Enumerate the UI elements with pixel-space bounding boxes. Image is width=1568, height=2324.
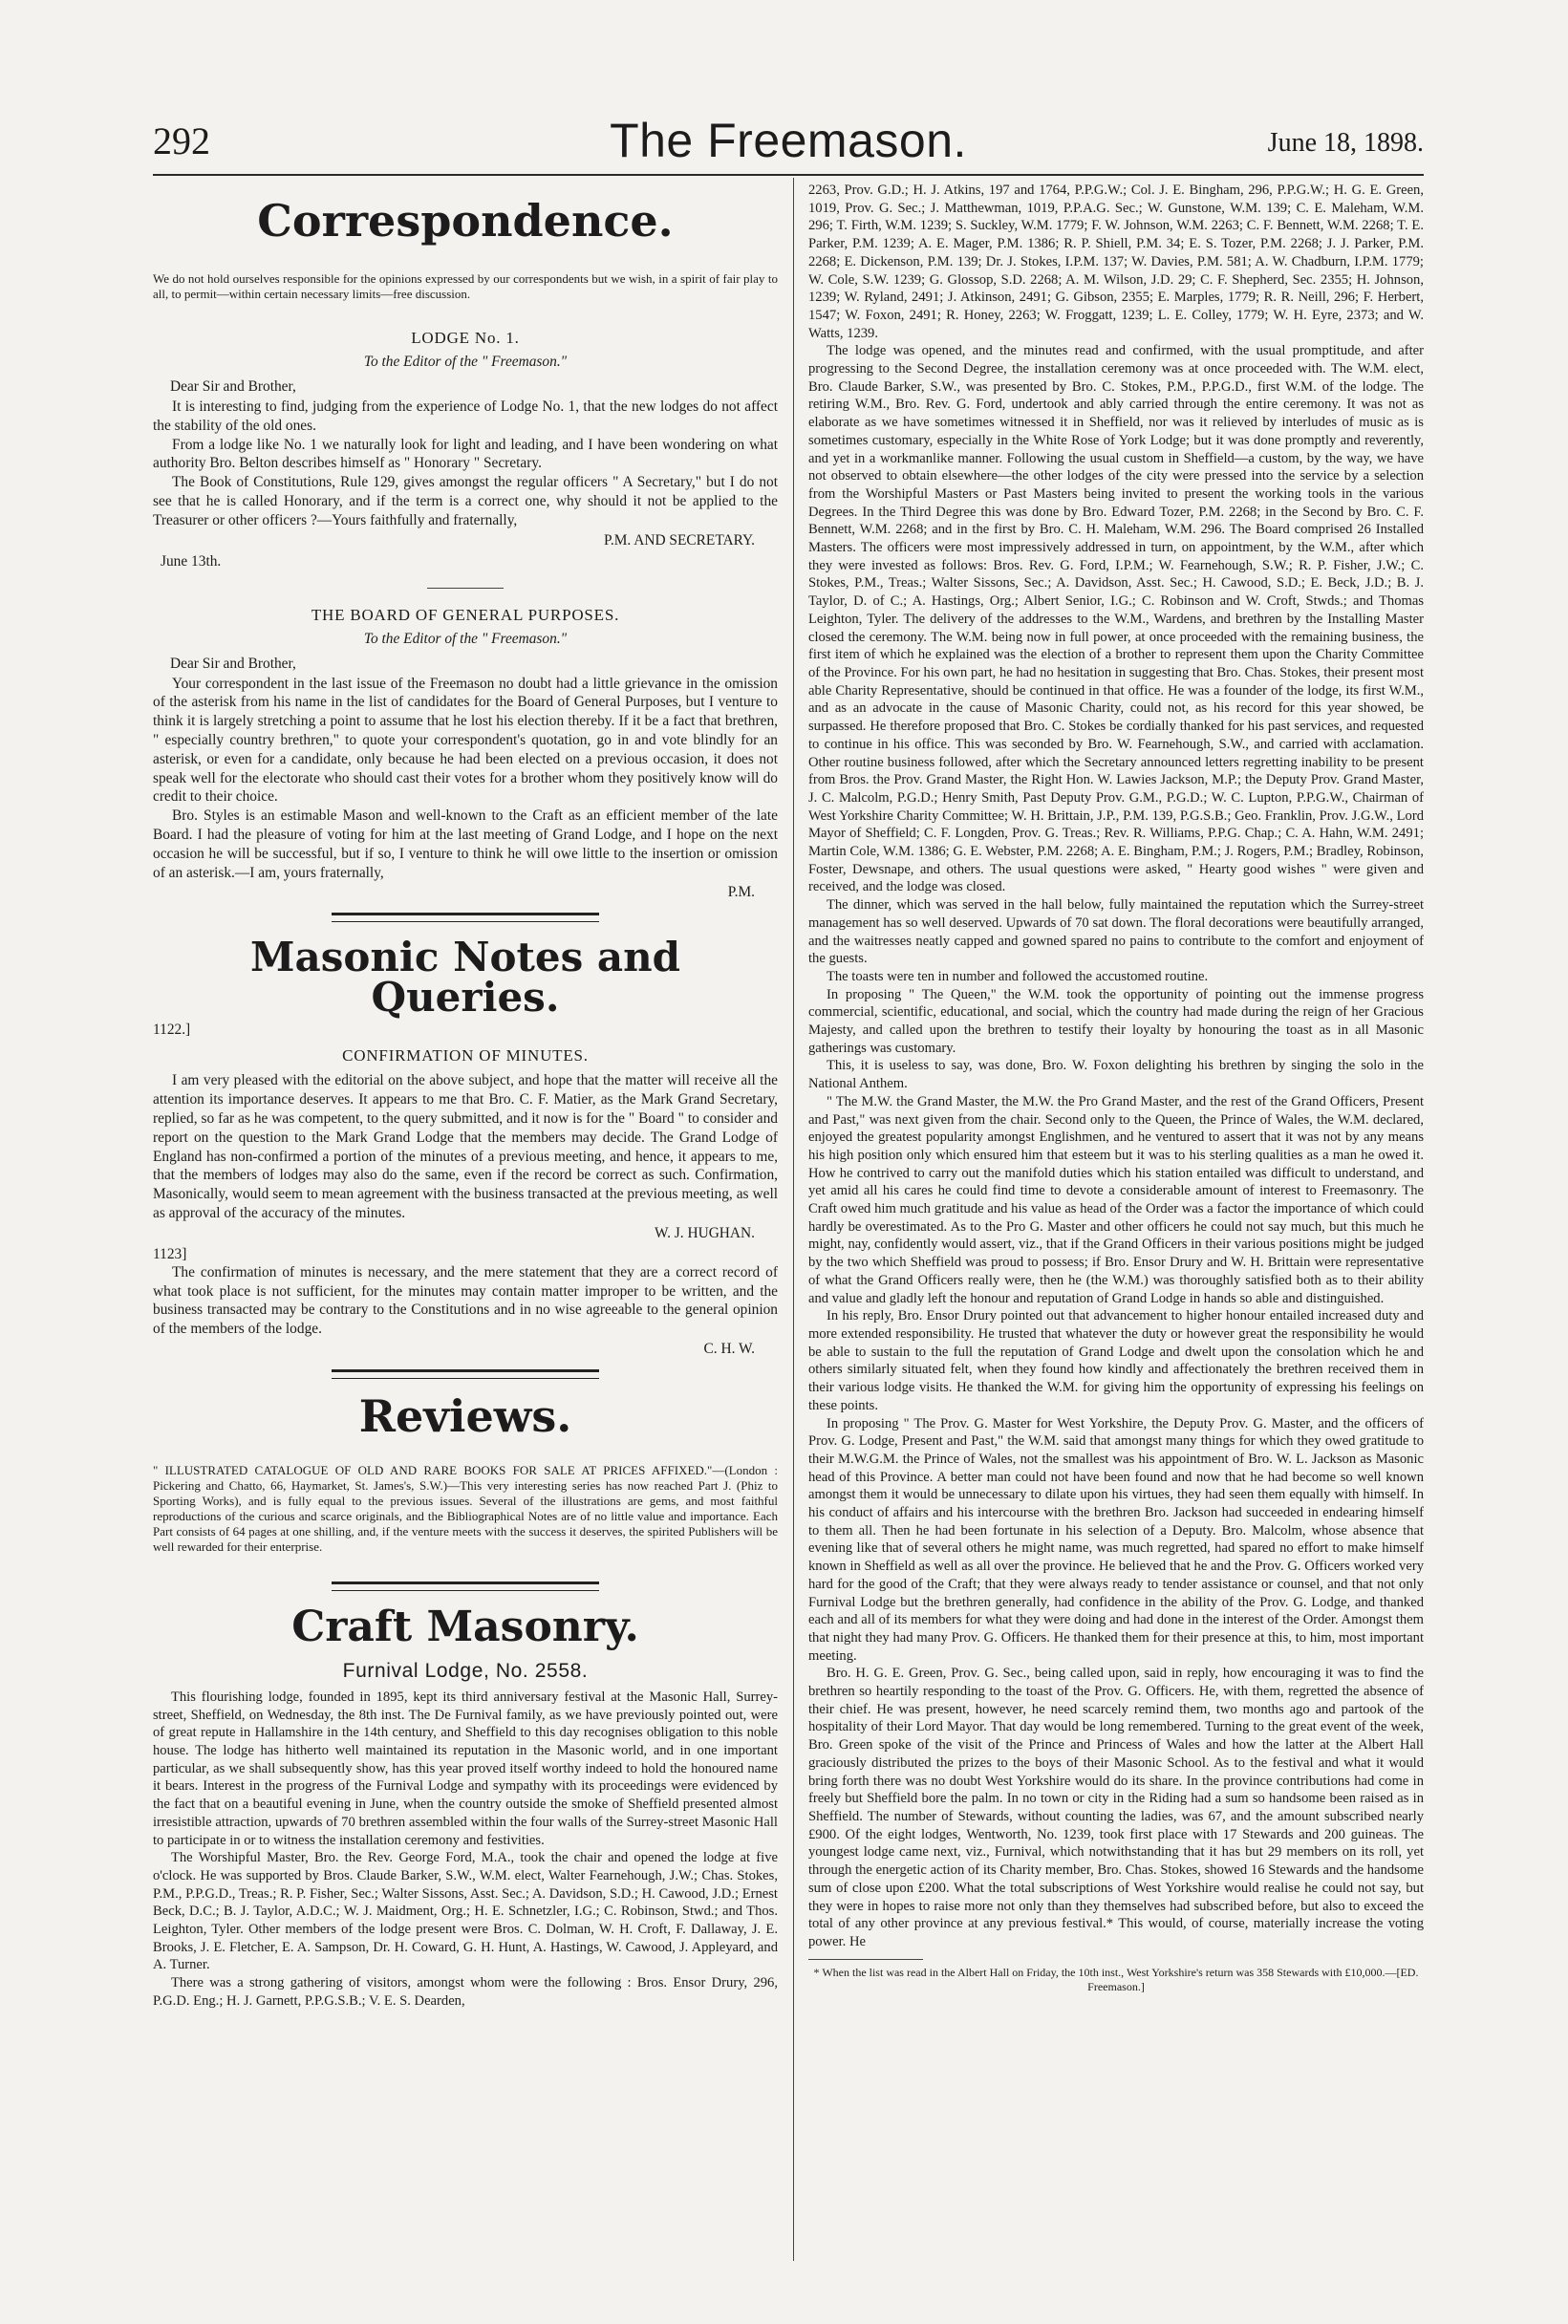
- board-letter-paragraph: Your correspondent in the last issue of the Freemason no doubt had a little grievance in the omission of the asterisk from his name in the list of candidates for the Board of General Purposes, but I venture to think it is largely stretching a point to assume that he lost his election thereby. If it be a fact that brethren, " especially country brethren," to quote your correspondent's quotation, go in and vote blindly for an asterisk, or even for a candidate, only because he had been elected on a previous occasion, it does not speak well for the electorate who should cast their votes for a brother whom they positively know will do credit to their choice.: [153, 675, 778, 806]
- header-rule: [153, 174, 1424, 176]
- right-column: [808, 182, 1424, 1994]
- lodge-report-paragraph: This flourishing lodge, founded in 1895, kept its third anniversary festival at the Masonic Hall, Surrey-street, Sheffield, on Wednesday, the 8th inst. The De Furnival family, as we have previously pointed out, were of great repute in Hallamshire in the 14th century, and Sheffield to this day recognises obligation to this noble house. The lodge has hitherto well maintained its reputation in the Masonic world, and in one important particular, as we shall subsequently show, has this year proved itself worthy indeed to hold the honoured name it bears. Interest in the progress of the Furnival Lodge and sympathy with its proceedings were evidenced by the fact that on a beautiful evening in June, when the country outside the smoke of Sheffield presented almost irresistible attraction, upwards of 70 brethren assembled within the four walls of the Surrey-street Masonic Hall to participate in or to witness the installation ceremony and festivities.: [153, 1689, 778, 1848]
- note-signature: W. J. HUGHAN.: [654, 1224, 755, 1241]
- lodge-letter-salutation: Dear Sir and Brother,: [170, 378, 296, 395]
- reviews-heading: Reviews.: [358, 1389, 572, 1442]
- craft-masonry-heading: Craft Masonry.: [291, 1602, 639, 1651]
- lodge-report-paragraph: This, it is useless to say, was done, Bro. W. Foxon delighting his brethren by singing the solo in the National Anthem.: [808, 1058, 1424, 1092]
- review-text: " ILLUSTRATED CATALOGUE OF OLD AND RARE BOOKS FOR SALE AT PRICES AFFIXED."—(London : Pickering and Chatto, 66, Haymarket, St. James's, S.W.)—This very interesting series has now reached Part J. (Phiz to Sporting Works), and is fully equal to the previous issues. Several of the illustrations are gems, and most faithful reproductions of the curious and scarce originals, and the Bibliographical Notes are of no little value and importance. Each Part consists of 64 pages at one shilling, and, if the venture meets with the success it deserves, the spirited Publishers will be well rewarded for their enterprise.: [153, 1462, 778, 1554]
- double-rule: [332, 1582, 599, 1591]
- lodge-report-paragraph: The Worshipful Master, Bro. the Rev. George Ford, M.A., took the chair and opened the lodge at five o'clock. He was supported by Bros. Claude Barker, S.W., W.M. elect, Walter Fearnehough, J.W.; Chas. Stokes, P.M., P.P.G.D., Treas.; R. P. Fisher, Sec.; Walter Sissons, Asst. Sec.; A. Davidson, S.D.; H. Cawood, J.D.; Ernest Beck, D.C.; B. J. Taylor, A.D.C.; W. J. Maidment, Org.; H. E. Schnetzler, I.G.; C. Robinson, Stwd.; and Thos. Leighton, Tyler. Other members of the lodge present were Bros. C. Dolman, W. H. Croft, F. Dallaway, J. E. Brooks, J. E. Fletcher, E. A. Sampson, Dr. H. Coward, G. H. Hunt, A. Hastings, W. Cawood, J. Appleyard, and A. Turner.: [153, 1850, 778, 1973]
- footnote-rule: [808, 1959, 923, 1960]
- board-letter-title: THE BOARD OF GENERAL PURPOSES.: [311, 605, 620, 624]
- issue-date: June 18, 1898.: [1267, 128, 1424, 158]
- note-number: 1122.]: [153, 1022, 191, 1039]
- note-number: 1123]: [153, 1245, 187, 1262]
- lodge-report-paragraph: In proposing " The Prov. G. Master for West Yorkshire, the Deputy Prov. G. Master, and the officers of Prov. G. Lodge, Present and Past," the W.M. said that amongst many things for which they owed gratitude to their M.W.G.M. the Prince of Wales, not the smallest was his appointment of Bro. W. L. Jackson as Masonic head of this Province. A better man could not have been found and now that he had become so well known amongst them it would be unnecessary to dilate upon his virtues, they had seen them equally with himself. In his conduct of affairs and his intercourse with the brethren Bro. Jackson had succeeded in endearing himself to them all. Then he had been fortunate in his selection of a Deputy. Bro. Malcolm, whose absence that evening like that of several others he might name, was much regretted, had spared no effort to make himself known in Sheffield as well as all over the province. He believed that he and the Prov. G. Officers worked very hard for the good of the Craft; that they were always ready to tender assistance or counsel, and that not only Furnival Lodge but the brethren generally, had confidence in the ability of the Prov. G. Lodge, and thanked each and all of its members for what they were doing and had done in the interest of the Order. Amongst them that night they had many Prov. G. Officers. He thanked them for their presence at this, to him, most important meeting.: [808, 1415, 1424, 1664]
- correspondence-heading: Correspondence.: [257, 195, 674, 247]
- lodge-letter-paragraph: From a lodge like No. 1 we naturally look for light and leading, and I have been wondering on what authority Bro. Belton describes himself as " Honorary " Secretary.: [153, 436, 778, 472]
- board-letter-salutation: Dear Sir and Brother,: [170, 655, 296, 672]
- lodge-letter-date: June 13th.: [161, 552, 222, 570]
- lodge-report-paragraph: Bro. H. G. E. Green, Prov. G. Sec., being called upon, said in reply, how encouraging it was to find the brethren so heartily responding to the toast of the Prov. G. Officers. He, with them, regretted the absence of their chief. He was present, however, he need scarcely remind them, two months ago and partook of the hospitality of their Lord Mayor. That day would be long remembered. Turning to the great event of the week, Bro. Green spoke of the visit of the Prince and Princess of Wales and how the latter at the Albert Hall graciously distributed the prizes to the boys of their Masonic School. As to the festival and what it would bring forth there was no doubt West Yorkshire would do its share. In the province contributions had come in freely but Sheffield bore the palm. In no town or city in the Riding had a sum so handsome been raised as in Sheffield. The number of Stewards, without counting the ladies, was 67, and the amount subscribed nearly £900. Of the eight lodges, Wentworth, No. 1239, took first place with 17 Stewards and 200 guineas. The youngest lodge came next, viz., Furnival, which notwithstanding that it has but 29 members on its roll, yet through the energetic action of its Charity member, Bro. Chas. Stokes, showed 16 Stewards and the handsome sum of close upon £200. What the total subscriptions of West Yorkshire would realise he could not say, but they were in hopes to raise more not only than they themselves had subscribed before, but also to exceed the total of any other province at any previous festival.* This would, of course, materially increase the voting power. He: [808, 1666, 1424, 1949]
- note-text: The confirmation of minutes is necessary, and the mere statement that they are a correct record of what took place is not sufficient, for the minutes may contain matter improper to be written, and the business transacted may be contrary to the Constitutions and in no wise agreeable to the general opinion of the members of the lodge.: [153, 1263, 778, 1338]
- lodge-letter-addressee: To the Editor of the " Freemason.": [363, 354, 568, 370]
- lodge-report-paragraph: In proposing " The Queen," the W.M. took the opportunity of pointing out the immense progress commercial, scientific, educational, and social, which the country had made during the reign of her Gracious Majesty, and called upon the brethren to testify their loyalty by honouring the toast as in all Masonic gatherings was customary.: [808, 986, 1424, 1056]
- masthead: [153, 113, 1424, 170]
- note-signature: C. H. W.: [703, 1340, 755, 1357]
- board-letter-paragraph: Bro. Styles is an estimable Mason and well-known to the Craft as an efficient member of the late Board. I had the pleasure of voting for him at the last meeting of Grand Lodge, and I hope on the next occasion he will be successful, but if so, I venture to think he will owe little to the insertion or omission of an asterisk.—I am, yours fraternally,: [153, 807, 778, 881]
- lodge-report-paragraph: The dinner, which was served in the hall below, fully maintained the reputation which the Surrey-street management has so well deserved. Upwards of 70 sat down. The floral decorations were beautifully arranged, and the waitresses neatly capped and gowned spared no pains to contribute to the comfort and enjoyment of the guests.: [808, 897, 1424, 967]
- editorial-disclaimer: We do not hold ourselves responsible for the opinions expressed by our correspondents but we wish, in a spirit of fair play to all, to permit—within certain necessary limits—free discussion.: [153, 271, 778, 301]
- lodge-report-paragraph: " The M.W. the Grand Master, the M.W. the Pro Grand Master, and the rest of the Grand Officers, Present and Past," was next given from the chair. Second only to the Queen, the Prince of Wales, the W.M. declared, enjoyed the greatest popularity amongst Englishmen, and he ventured to assert that it was not by any means his high position only which ensured him that esteem but it was to his sterling qualities as a man he owed it. How he contrived to carry out the manifold duties which his station entailed was difficult to understand, and yet amid all his cares he could find time to devote a considerable amount of interest to Freemasonry. The Craft owed him much gratitude and his value as head of the Order was a factor the importance of which could hardly be overestimated. As to the Pro G. Master and other officers he could not say much, but this much he might, nay, confidently would assert, viz., that if the Grand Officers in their various positions might be judged by the two which Sheffield was proud to possess; if Bro. Ensor Drury and W. H. Brittain were representative of what the Grand Officers really were, then he (the W.M.) was thoroughly satisfied both as to their ability and value and gladly left the honour and reputation of Grand Lodge in hands so able and distinguished.: [808, 1093, 1424, 1306]
- double-rule: [332, 1369, 599, 1379]
- lodge-report-paragraph: There was a strong gathering of visitors, amongst whom were the following : Bros. Ensor Drury, 296, P.G.D. Eng.; H. J. Garnett, P.P.G.S.B.; V. E. S. Dearden,: [153, 1975, 778, 2009]
- page-number: 292: [153, 119, 210, 162]
- lodge-report-paragraph: 2263, Prov. G.D.; H. J. Atkins, 197 and 1764, P.P.G.W.; Col. J. E. Bingham, 296, P.P.G.W.; H. G. E. Green, 1019, Prov. G. Sec.; J. Matthewman, 1019, P.P.A.G. Sec.; W. Gunstone, W.M. 139; C. E. Maleham, W.M. 296; T. Firth, W.M. 1239; S. Suckley, W.M. 1779; F. W. Johnson, W.M. 2263; C. F. Bennett, W.M. 2268; T. E. Parker, P.M. 1239; A. E. Mager, P.M. 1386; R. P. Shiell, P.M. 34; E. S. Tozer, P.M. 2268; J. J. Parker, P.M. 2268; E. Dickenson, P.M. 139; Dr. J. Stokes, I.P.M. 137; W. Davies, P.M. 581; A. W. Chadburn, I.P.M. 1779; W. Cole, S.W. 1239; G. Glossop, S.D. 2268; A. M. Wilson, J.D. 29; C. F. Shepherd, Sec. 2355; H. Johnson, 1239; W. Ryland, 2491; J. Atkinson, 2491; G. Gibson, 2355; E. Marples, 1779; R. R. Neill, 296; F. Herbert, 1547; W. Foxon, 2491; R. Honey, 2263; W. Froggatt, 1239; L. E. Colley, 1779; W. H. Eyre, 2373; and W. Watts, 1239.: [808, 183, 1424, 341]
- masonic-notes-heading: Masonic Notes and Queries.: [250, 934, 680, 1022]
- lodge-report-paragraph: In his reply, Bro. Ensor Drury pointed out that advancement to higher honour entailed increased duty and more extended responsibility. He trusted that whatever the duty or however great the responsibility he would be able to sustain to the full the reputation of Grand Lodge and dwelt upon the consolation which he and others similarly situated felt, when they found how kindly and affectionately the brethren received them in their various lodge visits. He thanked the W.M. for giving him the opportunity of expressing his feelings on these points.: [808, 1308, 1424, 1413]
- note-text: I am very pleased with the editorial on the above subject, and hope that the matter will receive all the attention its importance deserves. It appears to me that Bro. C. F. Matier, as the Mark Grand Secretary, replied, so far as he was competent, to the query submitted, and it now is for the " Board " to consider and report on the question to the Mark Grand Lodge that the members may decide. The Grand Lodge of England has non-confirmed a portion of the minutes of a previous meeting, and hence, it appears to me, that the members of lodges may also do the same, even if the record be correct as such. Confirmation, Masonically, would seem to mean agreement with the business transacted at the previous meeting, as well as approval of the accuracy of the minutes.: [153, 1072, 778, 1221]
- lodge-report-paragraph: The toasts were ten in number and followed the accustomed routine.: [826, 968, 1209, 984]
- section-separator: [427, 588, 504, 589]
- footnote: * When the list was read in the Albert Hall on Friday, the 10th inst., West Yorkshire's return was 358 Stewards with £10,000.—[ED. Freemason.]: [813, 1965, 1419, 1993]
- lodge-report-paragraph: The lodge was opened, and the minutes read and confirmed, with the usual promptitude, and after progressing to the Second Degree, the installation ceremony was at once proceeded with. The W.M. elect, Bro. Claude Barker, S.W., was presented by Bro. C. Stokes, P.M., P.P.G.D., first W.M. of the lodge. The retiring W.M., Bro. Rev. G. Ford, undertook and ably carried through the entire ceremony. It was not as elaborate as we have sometimes witnessed it in Sheffield, nor was it relieved by interludes of music as is sometimes customary, especially in the White Rose of York Lodge; but it was done promptly and reverently, and yet in a workmanlike manner. Following the usual custom in Sheffield—a custom, by the way, we have not observed to obtain elsewhere—the other lodges of the city were pressed into the service by a selection from the Worshipful Masters or Past Masters being invited to present the working tools in the various Degrees. In the Third Degree this was done by Bro. Edward Tozer, P.M. 2268; in the Second by Bro. C. F. Bennett, W.M. 2268; and in the first by Bro. C. H. Maleham, W.M. 296. The Board comprised 26 Installed Masters. The officers were most impressively addressed in turn, on appointment, by the W.M., after which they were invested as follows: Bros. Rev. G. Ford, I.P.M.; W. Fearnehough, S.W.; R. P. Fisher, J.W.; C. Stokes, P.M., Treas.; Walter Sissons, Sec.; A. Davidson, Asst. Sec.; H. Cawood, S.D.; E. Beck, J.D.; B. J. Taylor, D. of C.; A. Hastings, Org.; Albert Senior, I.G.; C. Robinson and W. Croft, Stwds.; and Thomas Leighton, Tyler. The delivery of the addresses to the W.M., Wardens, and brethren by the Installing Master closed the ceremony. The W.M. being now in full power, at once proceeded with the remaining business, the first item of which he explained was the election of a brother to represent them upon the Charity Committee of the Province. For his own part, he had no hesitation in suggesting that Bro. Chas. Stokes, their present most able Charity Representative, should be continued in that office. He was a founder of the lodge, its first W.M., and as an advocate in the cause of Masonic Charity, could not, as his record for this year showed, be surpassed. He therefore proposed that Bro. C. Stokes be cordially thanked for his past services, and requested to continue in his office. This was seconded by Bro. W. Fearnehough, S.W., and carried with acclamation. Other routine business followed, after which the Secretary announced letters regretting inability to be present from Bros. the Prov. Grand Master, the Right Hon. W. Lawies Jackson, M.P.; the Deputy Prov. Grand Master, J. C. Malcolm, P.G.D.; Henry Smith, Past Deputy Prov. G.M., P.G.D.; W. C. Lupton, P.P.G.W., Chairman of West Yorkshire Charity Committee; W. H. Brittain, J.P., P.M. 139, P.G.S.B.; Geo. Franklin, Prov. J.G.W., Lord Mayor of Sheffield; C. F. Longden, Prov. G. Treas.; Rev. R. Williams, P.P.G. Chap.; C. A. Hahn, W.M. 2491; Martin Cole, W.M. 1386; G. E. Webster, P.M. 2268; A. E. Bingham, P.M.; J. Rogers, P.M.; Bradley, Robinson, Foster, Dewsnape, and others. The usual questions were asked, " Hearty good wishes " were given and received, and the lodge was closed.: [808, 343, 1424, 895]
- double-rule: [332, 913, 599, 922]
- board-letter-addressee: To the Editor of the " Freemason.": [363, 630, 568, 647]
- board-letter-signature: P.M.: [727, 884, 755, 901]
- left-column: [153, 182, 778, 2011]
- lodge-letter-signature: P.M. AND SECRETARY.: [604, 531, 755, 549]
- column-divider: [793, 178, 794, 2261]
- lodge-letter-title: LODGE No. 1.: [411, 329, 520, 347]
- lodge-letter-paragraph: The Book of Constitutions, Rule 129, gives amongst the regular officers " A Secretary," but I do not see that he is called Honorary, and if the term is a correct one, why should it not be applied to the Treasurer or other officers ?—Yours faithfully and fraternally,: [153, 474, 778, 528]
- lodge-letter-paragraph: It is interesting to find, judging from the experience of Lodge No. 1, that the new lodges do not affect the stability of the old ones.: [153, 398, 778, 434]
- lodge-report-title: Furnival Lodge, No. 2558.: [342, 1659, 589, 1682]
- note-title: CONFIRMATION OF MINUTES.: [342, 1046, 589, 1065]
- newspaper-title: The Freemason.: [610, 114, 967, 167]
